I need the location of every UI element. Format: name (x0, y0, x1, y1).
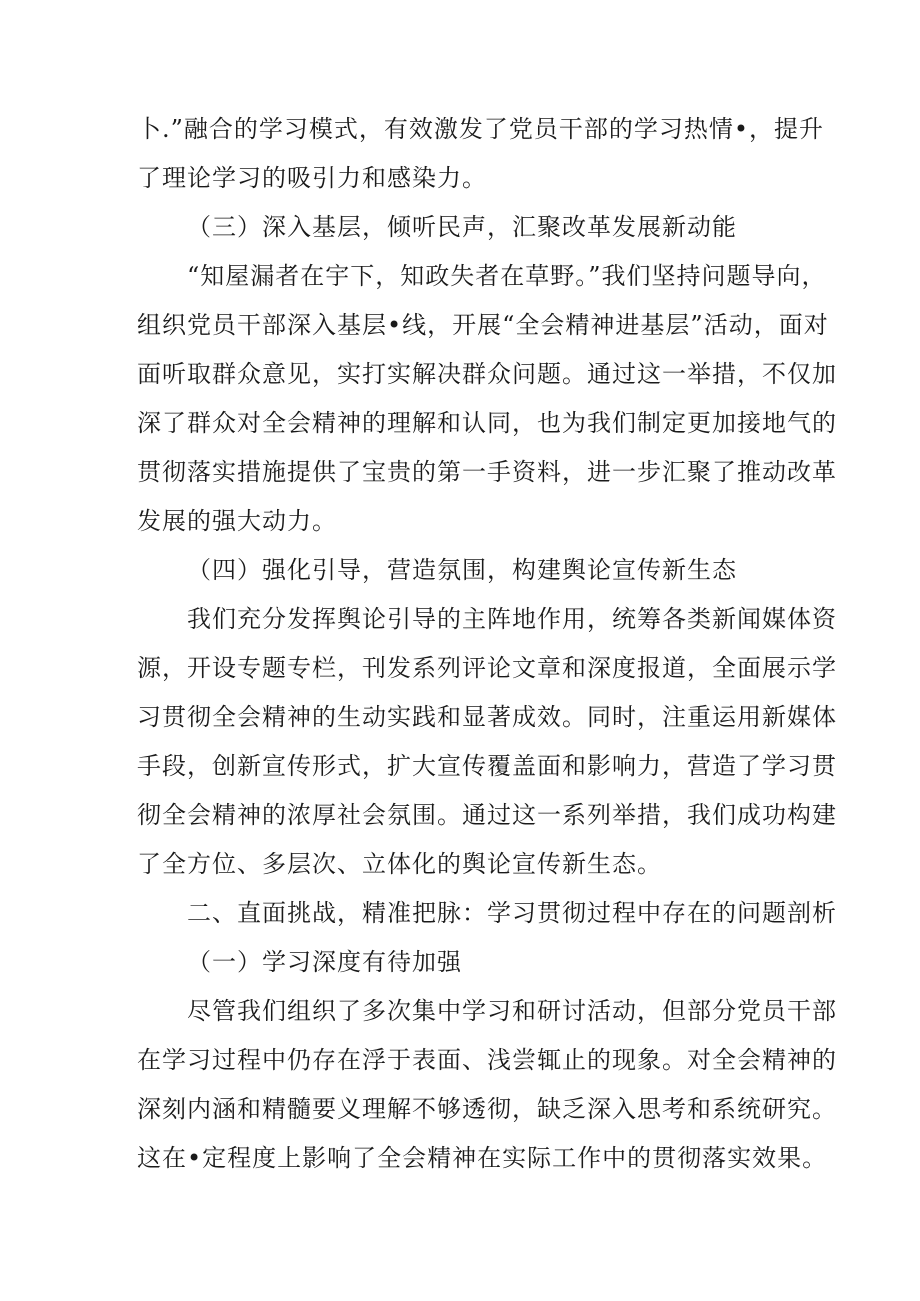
text-line: 尽管我们组织了多次集中学习和研讨活动，但部分党员干部 (187, 997, 837, 1025)
section-heading: （四）强化引导，营造氛围，构建舆论宣传新生态 (187, 556, 737, 584)
text-line: 面听取群众意见，实打实解决群众问题。通过这一举措，不仅加 (137, 360, 837, 388)
text-line: 组织党员干部深入基层•线，开展“全会精神进基层”活动，面对 (137, 311, 829, 339)
text-line: 贯彻落实措施提供了宝贵的第一手资料，进一步汇聚了推动改革 (137, 458, 837, 486)
text-line: 深刻内涵和精髓要义理解不够透彻，缺乏深入思考和系统研究。 (137, 1095, 837, 1123)
text-line: 在学习过程中仍存在浮于表面、浅尝辄止的现象。对全会精神的 (137, 1046, 837, 1074)
text-line: 卜.”融合的学习模式，有效激发了党员干部的学习热情•，提升 (137, 115, 825, 143)
text-line: 这在•定程度上影响了全会精神在实际工作中的贯彻落实效果。 (137, 1144, 828, 1172)
text-line: 源，开设专题专栏，刊发系列评论文章和深度报道，全面展示学 (137, 654, 837, 682)
text-line: 习贯彻全会精神的生动实践和显著成效。同时，注重运用新媒体 (137, 703, 837, 731)
text-line: 深了群众对全会精神的理解和认同，也为我们制定更加接地气的 (137, 409, 837, 437)
text-line: “知屋漏者在宇下，知政失者在草野。”我们坚持问题导向， (187, 262, 827, 290)
text-line: 我们充分发挥舆论引导的主阵地作用，统筹各类新闻媒体资 (187, 605, 837, 633)
text-line: 手段，创新宣传形式，扩大宣传覆盖面和影响力，营造了学习贯 (137, 752, 837, 780)
text-line: 彻全会精神的浓厚社会氛围。通过这一系列举措，我们成功构建 (137, 801, 837, 829)
text-line: 了理论学习的吸引力和感染力。 (137, 164, 487, 192)
chapter-heading: 二、直面挑战，精准把脉：学习贯彻过程中存在的问题剖析 (187, 899, 837, 927)
text-line: 了全方位、多层次、立体化的舆论宣传新生态。 (137, 850, 662, 878)
section-heading: （三）深入基层，倾听民声，汇聚改革发展新动能 (187, 213, 737, 241)
section-heading: （一）学习深度有待加强 (187, 948, 462, 976)
text-line: 发展的强大动力。 (137, 507, 337, 535)
